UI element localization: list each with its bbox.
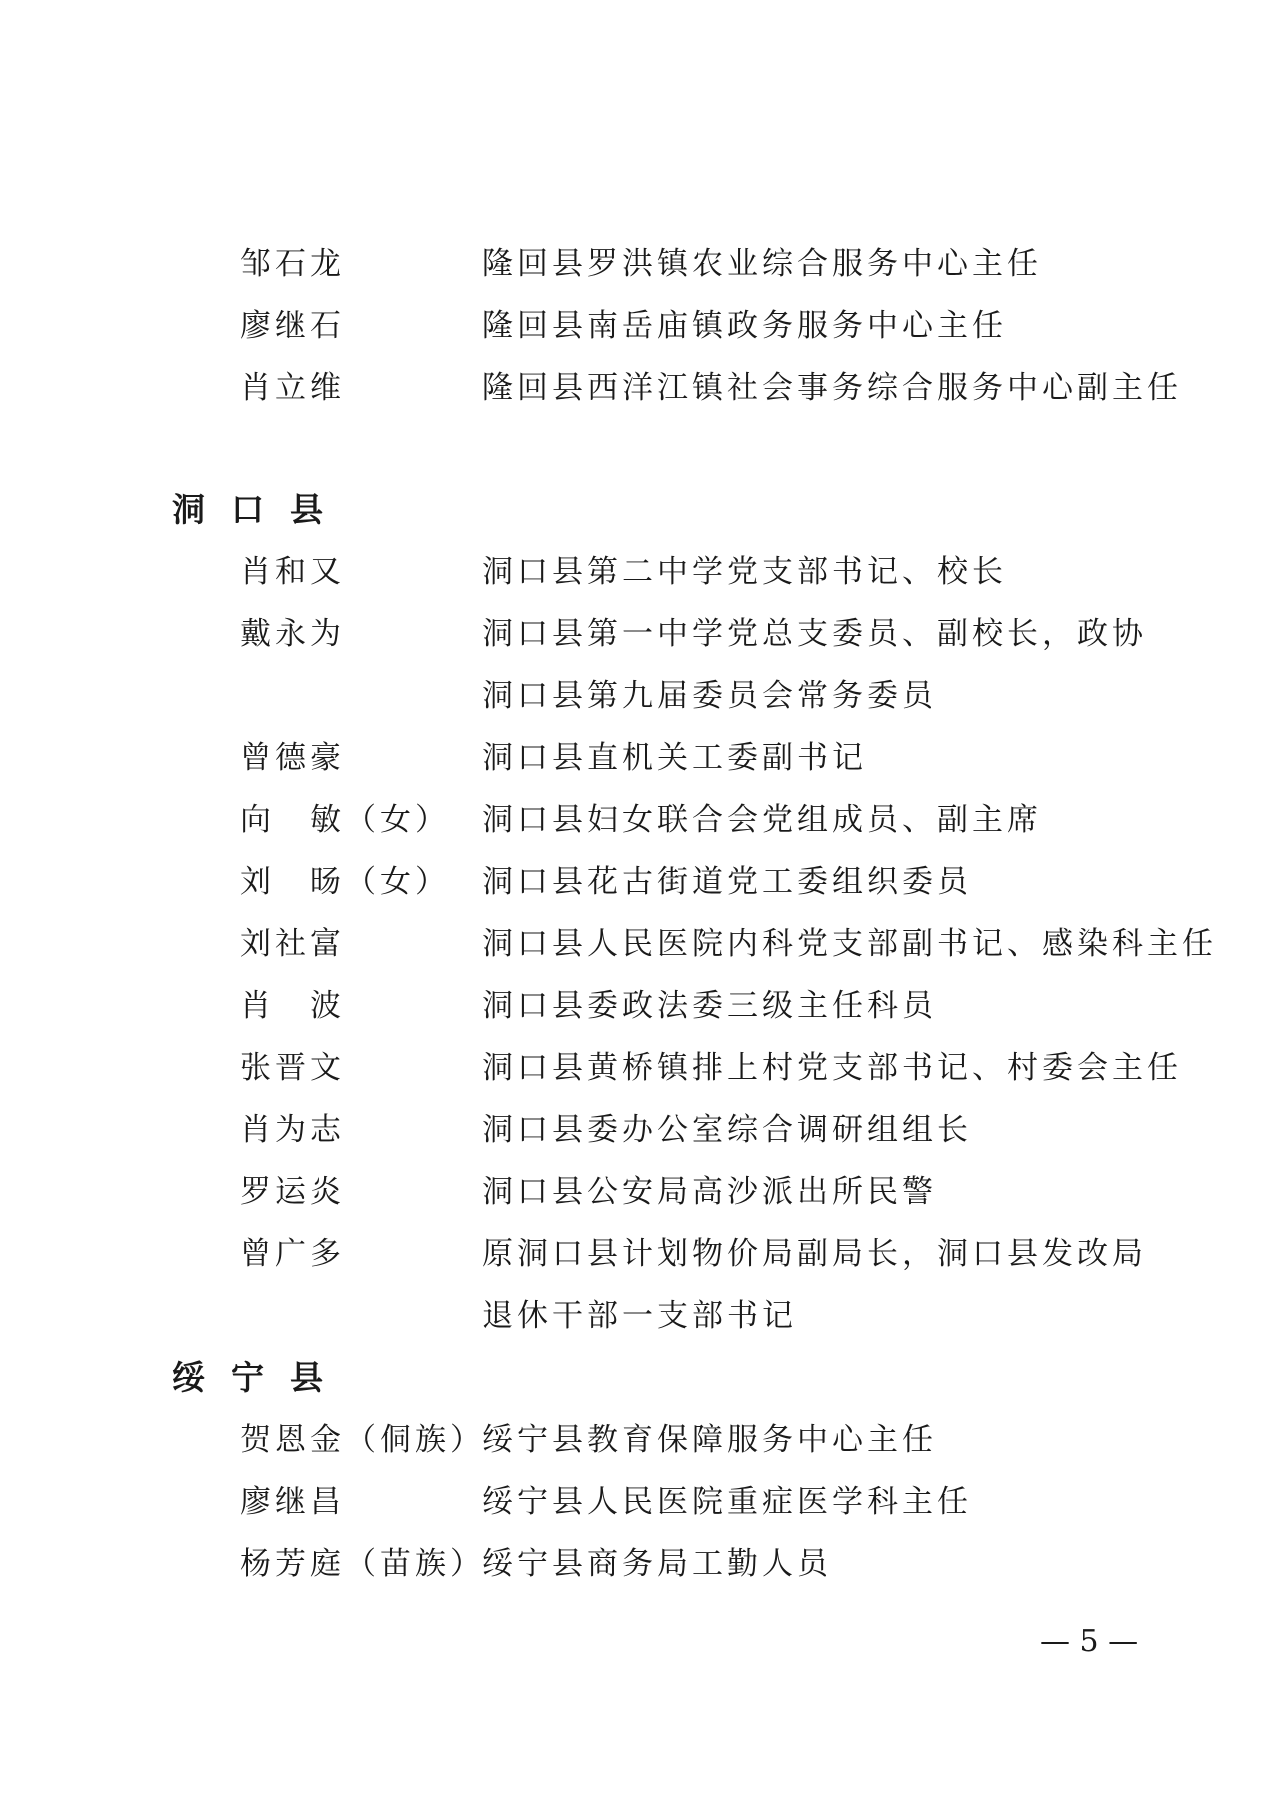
person-name: 刘社富 xyxy=(240,926,345,962)
person-name: 向 敏（女） xyxy=(240,802,450,838)
list-item xyxy=(0,240,1280,288)
list-item-continuation xyxy=(0,1292,1280,1340)
person-title: 隆回县罗洪镇农业综合服务中心主任 xyxy=(482,246,1042,282)
person-title: 洞口县直机关工委副书记 xyxy=(482,740,867,776)
county-heading: 绥宁县 xyxy=(172,1358,349,1397)
list-item xyxy=(0,1044,1280,1092)
person-title: 隆回县南岳庙镇政务服务中心主任 xyxy=(482,308,1007,344)
list-item xyxy=(0,1106,1280,1154)
person-title: 洞口县公安局高沙派出所民警 xyxy=(482,1174,937,1210)
person-title: 绥宁县商务局工勤人员 xyxy=(482,1546,832,1582)
person-name: 张晋文 xyxy=(240,1050,345,1086)
list-item xyxy=(0,1168,1280,1216)
person-name: 肖立维 xyxy=(240,370,345,406)
person-name: 肖为志 xyxy=(240,1112,345,1148)
list-item xyxy=(0,920,1280,968)
person-title: 原洞口县计划物价局副局长，洞口县发改局 xyxy=(482,1236,1147,1272)
person-title: 洞口县人民医院内科党支部副书记、感染科主任 xyxy=(482,926,1217,962)
list-item xyxy=(0,1478,1280,1526)
list-item xyxy=(0,1540,1280,1588)
person-name: 廖继昌 xyxy=(240,1484,345,1520)
list-item xyxy=(0,548,1280,596)
person-name: 贺恩金（侗族） xyxy=(240,1422,485,1458)
list-item xyxy=(0,1230,1280,1278)
person-name: 肖 波 xyxy=(240,988,345,1024)
person-title: 洞口县委办公室综合调研组组长 xyxy=(482,1112,972,1148)
person-title: 洞口县委政法委三级主任科员 xyxy=(482,988,937,1024)
list-item xyxy=(0,610,1280,658)
person-title-continued: 洞口县第九届委员会常务委员 xyxy=(482,678,937,714)
list-item-continuation xyxy=(0,672,1280,720)
person-title: 洞口县第一中学党总支委员、副校长，政协 xyxy=(482,616,1147,652)
page-number: — 5 — xyxy=(1040,1624,1139,1659)
person-name: 罗运炎 xyxy=(240,1174,345,1210)
person-title: 绥宁县人民医院重症医学科主任 xyxy=(482,1484,972,1520)
list-item xyxy=(0,734,1280,782)
person-name: 杨芳庭（苗族） xyxy=(240,1546,485,1582)
person-title: 洞口县黄桥镇排上村党支部书记、村委会主任 xyxy=(482,1050,1182,1086)
person-name: 刘 旸（女） xyxy=(240,864,450,900)
person-title: 洞口县妇女联合会党组成员、副主席 xyxy=(482,802,1042,838)
list-item xyxy=(0,1416,1280,1464)
person-name: 戴永为 xyxy=(240,616,345,652)
list-item xyxy=(0,858,1280,906)
list-item xyxy=(0,982,1280,1030)
person-name: 肖和又 xyxy=(240,554,345,590)
county-heading: 洞口县 xyxy=(172,490,349,529)
list-item xyxy=(0,364,1280,412)
person-name: 邹石龙 xyxy=(240,246,345,282)
person-title: 洞口县花古街道党工委组织委员 xyxy=(482,864,972,900)
person-title-continued: 退休干部一支部书记 xyxy=(482,1298,797,1334)
list-item xyxy=(0,796,1280,844)
person-title: 隆回县西洋江镇社会事务综合服务中心副主任 xyxy=(482,370,1182,406)
person-name: 曾广多 xyxy=(240,1236,345,1272)
person-title: 绥宁县教育保障服务中心主任 xyxy=(482,1422,937,1458)
person-title: 洞口县第二中学党支部书记、校长 xyxy=(482,554,1007,590)
person-name: 廖继石 xyxy=(240,308,345,344)
person-name: 曾德豪 xyxy=(240,740,345,776)
list-item xyxy=(0,302,1280,350)
